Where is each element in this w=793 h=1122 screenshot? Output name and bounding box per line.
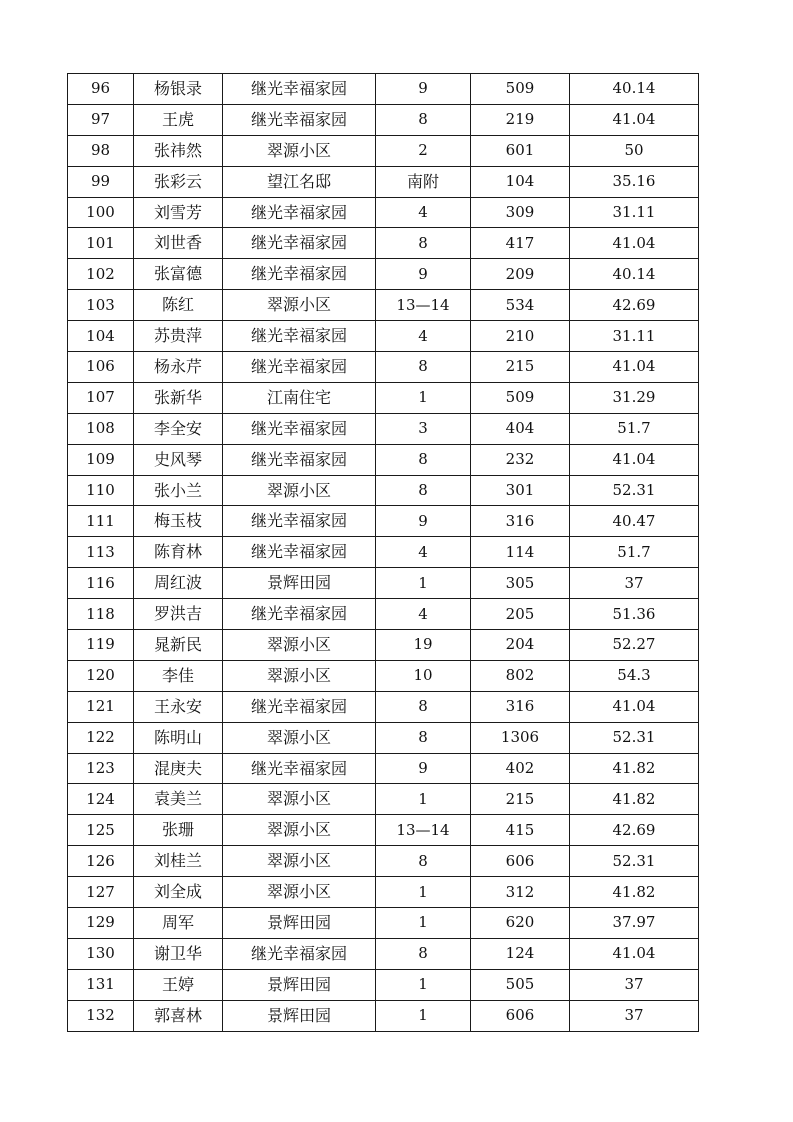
room-cell: 219 [471,104,570,135]
room-cell: 124 [471,938,570,969]
table-row [68,969,699,1000]
table-row [68,290,699,321]
building-cell: 4 [376,537,471,568]
serial-number-cell: 129 [68,908,134,939]
community-cell: 继光幸福家园 [223,753,376,784]
area-cell: 41.04 [570,352,699,383]
table-row [68,135,699,166]
serial-number-cell: 124 [68,784,134,815]
area-cell: 41.82 [570,877,699,908]
name-cell: 陈明山 [134,722,223,753]
area-cell: 41.04 [570,104,699,135]
serial-number-cell: 123 [68,753,134,784]
serial-number-cell: 99 [68,166,134,197]
name-cell: 刘全成 [134,877,223,908]
table-row [68,166,699,197]
name-cell: 晁新民 [134,630,223,661]
name-cell: 张新华 [134,382,223,413]
area-cell: 37 [570,568,699,599]
table-row [68,568,699,599]
community-cell: 翠源小区 [223,815,376,846]
room-cell: 404 [471,413,570,444]
serial-number-cell: 107 [68,382,134,413]
community-cell: 望江名邸 [223,166,376,197]
table-row [68,877,699,908]
building-cell: 9 [376,506,471,537]
area-cell: 41.04 [570,228,699,259]
table-row [68,599,699,630]
community-cell: 继光幸福家园 [223,506,376,537]
room-cell: 606 [471,1000,570,1031]
area-cell: 41.82 [570,784,699,815]
room-cell: 534 [471,290,570,321]
name-cell: 陈红 [134,290,223,321]
area-cell: 41.04 [570,444,699,475]
room-cell: 305 [471,568,570,599]
community-cell: 继光幸福家园 [223,599,376,630]
area-cell: 41.82 [570,753,699,784]
area-cell: 51.36 [570,599,699,630]
area-cell: 51.7 [570,537,699,568]
name-cell: 罗洪吉 [134,599,223,630]
serial-number-cell: 113 [68,537,134,568]
building-cell: 1 [376,908,471,939]
community-cell: 翠源小区 [223,722,376,753]
serial-number-cell: 116 [68,568,134,599]
area-cell: 50 [570,135,699,166]
community-cell: 继光幸福家园 [223,444,376,475]
building-cell: 1 [376,877,471,908]
building-cell: 4 [376,197,471,228]
serial-number-cell: 120 [68,660,134,691]
name-cell: 史风琴 [134,444,223,475]
room-cell: 312 [471,877,570,908]
room-cell: 232 [471,444,570,475]
name-cell: 周红波 [134,568,223,599]
serial-number-cell: 125 [68,815,134,846]
serial-number-cell: 119 [68,630,134,661]
area-cell: 37 [570,969,699,1000]
room-cell: 802 [471,660,570,691]
name-cell: 杨银录 [134,74,223,105]
community-cell: 继光幸福家园 [223,352,376,383]
community-cell: 景辉田园 [223,908,376,939]
table-row [68,846,699,877]
building-cell: 8 [376,938,471,969]
room-cell: 402 [471,753,570,784]
name-cell: 周军 [134,908,223,939]
serial-number-cell: 101 [68,228,134,259]
community-cell: 翠源小区 [223,660,376,691]
name-cell: 陈育林 [134,537,223,568]
serial-number-cell: 122 [68,722,134,753]
table-row [68,630,699,661]
room-cell: 301 [471,475,570,506]
community-cell: 江南住宅 [223,382,376,413]
table-row [68,1000,699,1031]
community-cell: 翠源小区 [223,135,376,166]
name-cell: 李佳 [134,660,223,691]
serial-number-cell: 106 [68,352,134,383]
serial-number-cell: 103 [68,290,134,321]
serial-number-cell: 108 [68,413,134,444]
area-cell: 40.14 [570,74,699,105]
serial-number-cell: 100 [68,197,134,228]
area-cell: 52.31 [570,846,699,877]
name-cell: 谢卫华 [134,938,223,969]
name-cell: 张珊 [134,815,223,846]
name-cell: 郭喜林 [134,1000,223,1031]
building-cell: 8 [376,846,471,877]
building-cell: 8 [376,104,471,135]
room-cell: 204 [471,630,570,661]
serial-number-cell: 109 [68,444,134,475]
room-cell: 316 [471,691,570,722]
building-cell: 10 [376,660,471,691]
building-cell: 8 [376,691,471,722]
serial-number-cell: 102 [68,259,134,290]
serial-number-cell: 110 [68,475,134,506]
serial-number-cell: 97 [68,104,134,135]
area-cell: 52.31 [570,722,699,753]
room-cell: 316 [471,506,570,537]
room-cell: 209 [471,259,570,290]
community-cell: 继光幸福家园 [223,691,376,722]
room-cell: 205 [471,599,570,630]
community-cell: 继光幸福家园 [223,197,376,228]
building-cell: 4 [376,321,471,352]
room-cell: 1306 [471,722,570,753]
name-cell: 张祎然 [134,135,223,166]
building-cell: 1 [376,1000,471,1031]
table-row [68,382,699,413]
name-cell: 刘桂兰 [134,846,223,877]
table-row [68,259,699,290]
community-cell: 翠源小区 [223,784,376,815]
table-row [68,413,699,444]
community-cell: 继光幸福家园 [223,74,376,105]
name-cell: 张小兰 [134,475,223,506]
table-row [68,104,699,135]
table-row [68,321,699,352]
serial-number-cell: 132 [68,1000,134,1031]
name-cell: 张富德 [134,259,223,290]
building-cell: 4 [376,599,471,630]
table-row [68,753,699,784]
room-cell: 415 [471,815,570,846]
area-cell: 42.69 [570,815,699,846]
building-cell: 19 [376,630,471,661]
table-row [68,691,699,722]
housing-allocation-table [67,73,699,1032]
area-cell: 37 [570,1000,699,1031]
area-cell: 35.16 [570,166,699,197]
community-cell: 翠源小区 [223,846,376,877]
room-cell: 505 [471,969,570,1000]
community-cell: 景辉田园 [223,969,376,1000]
building-cell: 8 [376,352,471,383]
name-cell: 刘雪芳 [134,197,223,228]
table-row [68,74,699,105]
name-cell: 混庚夫 [134,753,223,784]
table-row [68,506,699,537]
serial-number-cell: 111 [68,506,134,537]
community-cell: 继光幸福家园 [223,321,376,352]
table-row [68,444,699,475]
room-cell: 417 [471,228,570,259]
building-cell: 1 [376,568,471,599]
name-cell: 王婷 [134,969,223,1000]
room-cell: 601 [471,135,570,166]
community-cell: 继光幸福家园 [223,228,376,259]
area-cell: 40.47 [570,506,699,537]
community-cell: 景辉田园 [223,1000,376,1031]
serial-number-cell: 121 [68,691,134,722]
table-row [68,537,699,568]
building-cell: 3 [376,413,471,444]
name-cell: 杨永芹 [134,352,223,383]
area-cell: 42.69 [570,290,699,321]
room-cell: 509 [471,74,570,105]
building-cell: 9 [376,259,471,290]
area-cell: 41.04 [570,691,699,722]
name-cell: 李全安 [134,413,223,444]
area-cell: 31.11 [570,197,699,228]
community-cell: 翠源小区 [223,290,376,321]
serial-number-cell: 126 [68,846,134,877]
building-cell: 13—14 [376,290,471,321]
name-cell: 袁美兰 [134,784,223,815]
name-cell: 张彩云 [134,166,223,197]
table-row [68,784,699,815]
building-cell: 1 [376,382,471,413]
room-cell: 215 [471,784,570,815]
building-cell: 9 [376,74,471,105]
room-cell: 309 [471,197,570,228]
table-row [68,228,699,259]
table-row [68,938,699,969]
area-cell: 52.27 [570,630,699,661]
name-cell: 苏贵萍 [134,321,223,352]
room-cell: 215 [471,352,570,383]
community-cell: 继光幸福家园 [223,104,376,135]
name-cell: 刘世香 [134,228,223,259]
area-cell: 54.3 [570,660,699,691]
room-cell: 104 [471,166,570,197]
building-cell: 8 [376,444,471,475]
community-cell: 继光幸福家园 [223,537,376,568]
area-cell: 31.11 [570,321,699,352]
serial-number-cell: 98 [68,135,134,166]
building-cell: 南附 [376,166,471,197]
table-row [68,722,699,753]
table-row [68,815,699,846]
community-cell: 翠源小区 [223,475,376,506]
area-cell: 51.7 [570,413,699,444]
building-cell: 8 [376,475,471,506]
building-cell: 8 [376,228,471,259]
table-row [68,908,699,939]
serial-number-cell: 118 [68,599,134,630]
name-cell: 王永安 [134,691,223,722]
table-row [68,475,699,506]
table-row [68,660,699,691]
room-cell: 606 [471,846,570,877]
building-cell: 9 [376,753,471,784]
serial-number-cell: 131 [68,969,134,1000]
table-row [68,352,699,383]
community-cell: 继光幸福家园 [223,938,376,969]
serial-number-cell: 96 [68,74,134,105]
serial-number-cell: 130 [68,938,134,969]
table-body [68,74,699,1032]
area-cell: 31.29 [570,382,699,413]
table-row [68,197,699,228]
community-cell: 继光幸福家园 [223,413,376,444]
building-cell: 13—14 [376,815,471,846]
area-cell: 37.97 [570,908,699,939]
room-cell: 509 [471,382,570,413]
community-cell: 翠源小区 [223,630,376,661]
community-cell: 景辉田园 [223,568,376,599]
area-cell: 41.04 [570,938,699,969]
area-cell: 52.31 [570,475,699,506]
serial-number-cell: 104 [68,321,134,352]
name-cell: 王虎 [134,104,223,135]
building-cell: 8 [376,722,471,753]
building-cell: 1 [376,969,471,1000]
serial-number-cell: 127 [68,877,134,908]
room-cell: 114 [471,537,570,568]
building-cell: 2 [376,135,471,166]
name-cell: 梅玉枝 [134,506,223,537]
community-cell: 继光幸福家园 [223,259,376,290]
community-cell: 翠源小区 [223,877,376,908]
room-cell: 210 [471,321,570,352]
room-cell: 620 [471,908,570,939]
building-cell: 1 [376,784,471,815]
area-cell: 40.14 [570,259,699,290]
